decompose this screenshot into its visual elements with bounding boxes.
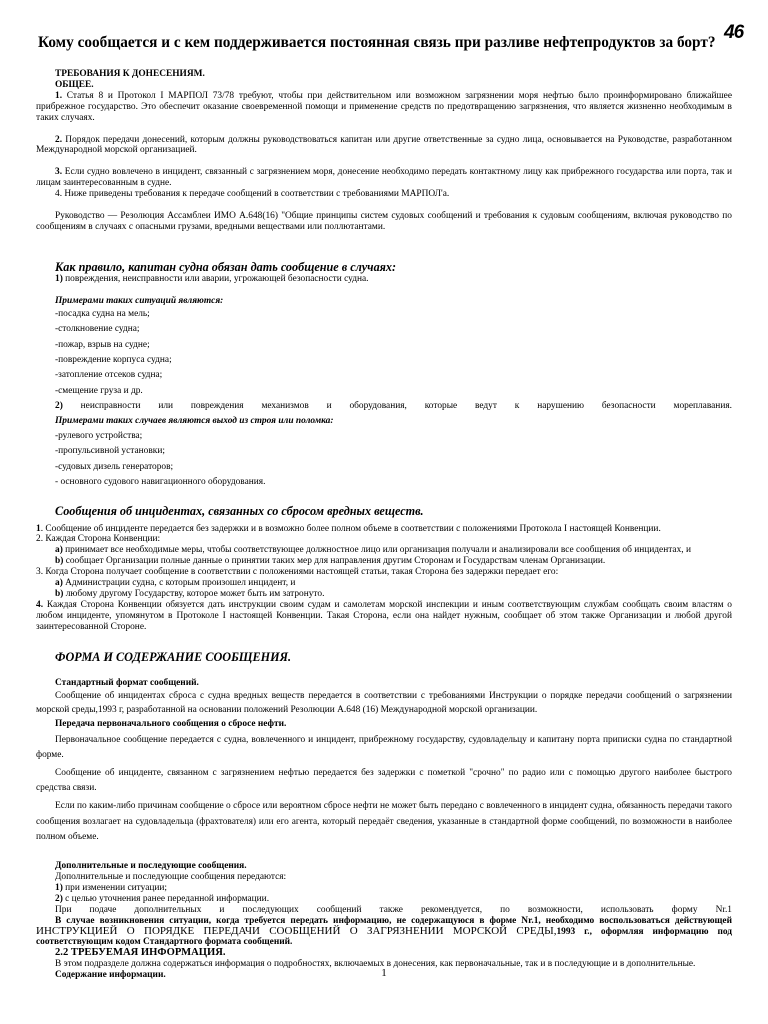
incident-p3a-number: a) (55, 578, 63, 589)
list-item: - основного судового навигационного оборудования. (55, 477, 266, 488)
incident-p2b-text: сообщает Организации полные данные о принятии таких мер для направления другим Сторонам и Государствам членам Организации. (63, 556, 606, 567)
incident-p3a-text: Администрации судна, с которым произошел инцидент, и (62, 578, 296, 589)
case-item-1-number: 1) (55, 273, 63, 284)
list-item: -пожар, взрыв на судне; (55, 339, 150, 350)
list-item: -затопление отсеков судна; (55, 370, 163, 381)
incident-paragraph-3: 3. Когда Сторона получает сообщение в соответствии с положениями настоящей статьи, такая Сторона без задержки передает его: (36, 567, 559, 578)
initial-report-heading: Передача первоначального сообщения о сбросе нефти. (55, 718, 287, 729)
list-item: -столкновение судна; (55, 324, 140, 335)
list-item: -повреждение корпуса судна; (55, 354, 172, 365)
initial-report-paragraph-2: Сообщение об инциденте, связанном с загрязнением нефтью передается без задержки с пометкой "срочно" по радио или с помощью другого наиболее быстрого средства связи. (36, 768, 732, 794)
additional-paragraph-1: При подаче дополнительных и последующих сообщений также рекомендуется, по возможности, использовать форму Nr.1 (55, 904, 732, 915)
document-body (36, 69, 732, 981)
page-number-top: 46 (724, 22, 744, 43)
incident-p2a-number: a) (55, 545, 63, 556)
case-item-1 (55, 274, 732, 285)
incident-p2b-number: b) (55, 556, 64, 567)
additional-p2-bold: В случае возникновения ситуации, когда требуется передать информацию, не содержащуюся в форме Nr.1, необходимо воспользоваться действующей (55, 915, 732, 926)
additional-paragraph-2 (36, 916, 732, 948)
initial-report-paragraph-1: Первоначальное сообщение передается с судна, вовлеченного и инцидент, прибрежному государству, судовладельцу и капитану порта приписки судна по стандартной форме. (36, 734, 732, 760)
additional-p2-tail: 1993 г., оформляя информацию под соответствующим кодом Стандартного формата сообщений. (36, 926, 733, 947)
incident-p1-text: . Сообщение об инциденте передается без задержки и в возможно более полном объеме в соответствии с положениями Протокола I настоящей Конвенции. (40, 523, 661, 534)
incident-p3b-number: b) (55, 589, 64, 599)
initial-report-paragraph-3: Если по каким-либо причинам сообщение о сбросе или вероятном сбросе нефти не может быть передано с вовлеченного в инцидент судна, обязанность передачи такого сообщения возлагает на судовладельца (фрахтователя) или его агента, который передаёт сведения, указанные в стандартной форме сообщений, по возможности в наиболее полном объеме. (36, 801, 732, 842)
list-item: -посадка судна на мель; (55, 308, 150, 319)
incident-p1-number: 1 (36, 523, 41, 534)
req-p2-number: 2. (55, 134, 63, 145)
list-item: -судовых дизель генераторов; (55, 461, 174, 472)
list-item: -смещение груза и др. (55, 385, 143, 396)
additional-item-2-text: с целью уточнения ранее переданной информации. (62, 893, 270, 904)
incident-p3b-text: любому другому Государству, которое может быть им затронуто. (63, 589, 325, 599)
form-heading: ФОРМА И СОДЕРЖАНИЕ СООБЩЕНИЯ. (55, 649, 292, 664)
failures-heading: Примерами таких случаев являются выход из строя или поломка: (55, 416, 334, 427)
incident-p4-text: Каждая Сторона Конвенции обязуется дать инструкции своим судам и самолетам морской инспекции и иным соответствующим службам сообщать своим властям о любом инциденте, упомянутом в Протоколе I настоящей Конвенции. Такая Сторона, если она найдет нужным, сообщает об этом также Организации и любой другой заинтересованной Стороне. (36, 599, 732, 632)
case-item-1-text: повреждения, неисправности или аварии, угрожающей безопасности судна. (62, 273, 369, 284)
case-item-2-number: 2) (55, 401, 63, 412)
page-title: Кому сообщается и с кем поддерживается постоянная связь при разливе нефтепродуктов за борт? (38, 34, 716, 51)
additional-item-1-number: 1) (55, 882, 63, 893)
incident-paragraph-1 (36, 524, 732, 535)
req-paragraph-3 (36, 167, 732, 189)
incidents-heading: Сообщения об инцидентах, связанных со сбросом вредных веществ. (55, 503, 424, 518)
examples-heading: Примерами таких ситуаций являются: (55, 295, 224, 306)
general-subheading: ОБЩЕЕ. (55, 79, 94, 90)
incident-paragraph-4 (36, 600, 732, 633)
page-number-bottom: 1 (381, 967, 387, 979)
incident-paragraph-2b (36, 556, 732, 567)
required-info-heading: 2.2 ТРЕБУЕМАЯ ИНФОРМАЦИЯ. (55, 947, 226, 959)
req-paragraph-4: 4. Ниже приведены требования к передаче сообщений в соответствии с требованиями МАРПОЛ'а. (55, 189, 450, 200)
req-paragraph-5: Руководство — Резолюция Ассамблеи ИМО А.648(16) "Общие принципы систем судовых сообщений и требования к судовым сообщениям, включая руководство по сообщениям в случаях с опасными грузами, вредными веществами или поллютантами. (36, 211, 732, 232)
incident-paragraph-2a (36, 545, 732, 556)
requirements-heading: ТРЕБОВАНИЯ К ДОНЕСЕНИЯМ. (55, 69, 205, 79)
additional-reports-heading: Дополнительные и последующие сообщения. (55, 861, 247, 872)
list-item: -пропульсивной установки; (55, 446, 165, 457)
cases-heading: Как правило, капитан судна обязан дать сообщение в случаях: (55, 259, 397, 274)
incident-paragraph-3b (36, 589, 732, 600)
additional-item-2-number: 2) (55, 893, 63, 904)
failures-list (55, 429, 732, 491)
incident-paragraph-2: 2. Каждая Сторона Конвенции: (36, 534, 161, 545)
incident-p4-number: 4. (36, 599, 44, 610)
additional-p2-instruction: ИНСТРУКЦИЕЙ О ПОРЯДКЕ ПЕРЕДАЧИ СООБЩЕНИЙ О ЗАГРЯЗНЕНИИ МОРСКОЙ СРЕДЫ, (36, 924, 557, 937)
additional-item-1-text: при изменении ситуации; (62, 882, 168, 893)
examples-list (55, 307, 732, 399)
standard-format-paragraph: Сообщение об инцидентах сброса с судна вредных веществ передается в соответствии с требованиями Инструкции о порядке передачи сообщений о загрязнении морской среды,1993 г, разработанной на основании положений Резолюции А.648 (16) Международной морской организации. (36, 690, 732, 716)
case-item-2 (55, 401, 732, 412)
req-p3-text: Если судно вовлечено в инцидент, связанный с загрязнением моря, донесение необходимо передать контактному лицу как прибрежного государства или порта, так и лицам заинтересованным в судне. (36, 167, 732, 189)
content-info-heading: Содержание информации. (55, 970, 166, 981)
req-paragraph-1 (36, 91, 732, 124)
req-p2-text: Порядок передачи донесений, которым должны руководствоваться капитан или другие ответственные за судно лица, основывается на Руководстве, разработанном Международной морской организацией. (36, 134, 732, 156)
req-paragraph-2 (36, 135, 732, 157)
additional-item-1 (55, 883, 732, 894)
req-p1-text: Статья 8 и Протокол I МАРПОЛ 73/78 требуют, чтобы при действительном или возможном загрязнении моря нефтью было проинформировано ближайшее прибрежное государство. Это обеспечит оказание своевременной помощи и применение средств по предотвращению загрязнения, что является жизненно необходимым в таких случаях. (36, 90, 732, 123)
incident-p2a-text: принимает все необходимые меры, чтобы соответствующее должностное лицо или организация получали и анализировали все сообщения об инцидентах, и (62, 545, 691, 556)
req-p1-number: 1. (55, 90, 63, 101)
req-p3-number: 3. (55, 167, 63, 178)
list-item: -рулевого устройства; (55, 430, 143, 441)
additional-intro: Дополнительные и последующие сообщения передаются: (55, 871, 287, 882)
required-info-paragraph: В этом подразделе должна содержаться информация о подробностях, включаемых в донесения, как первоначальные, так и в последующие и в дополнительные. (55, 959, 696, 970)
incident-paragraph-3a (36, 578, 732, 589)
standard-format-heading: Стандартный формат сообщений. (55, 677, 199, 688)
case-item-2-text: неисправности или повреждения механизмов и оборудования, которые ведут к нарушению безопасности мореплавания. (62, 401, 732, 412)
additional-item-2 (55, 894, 732, 905)
